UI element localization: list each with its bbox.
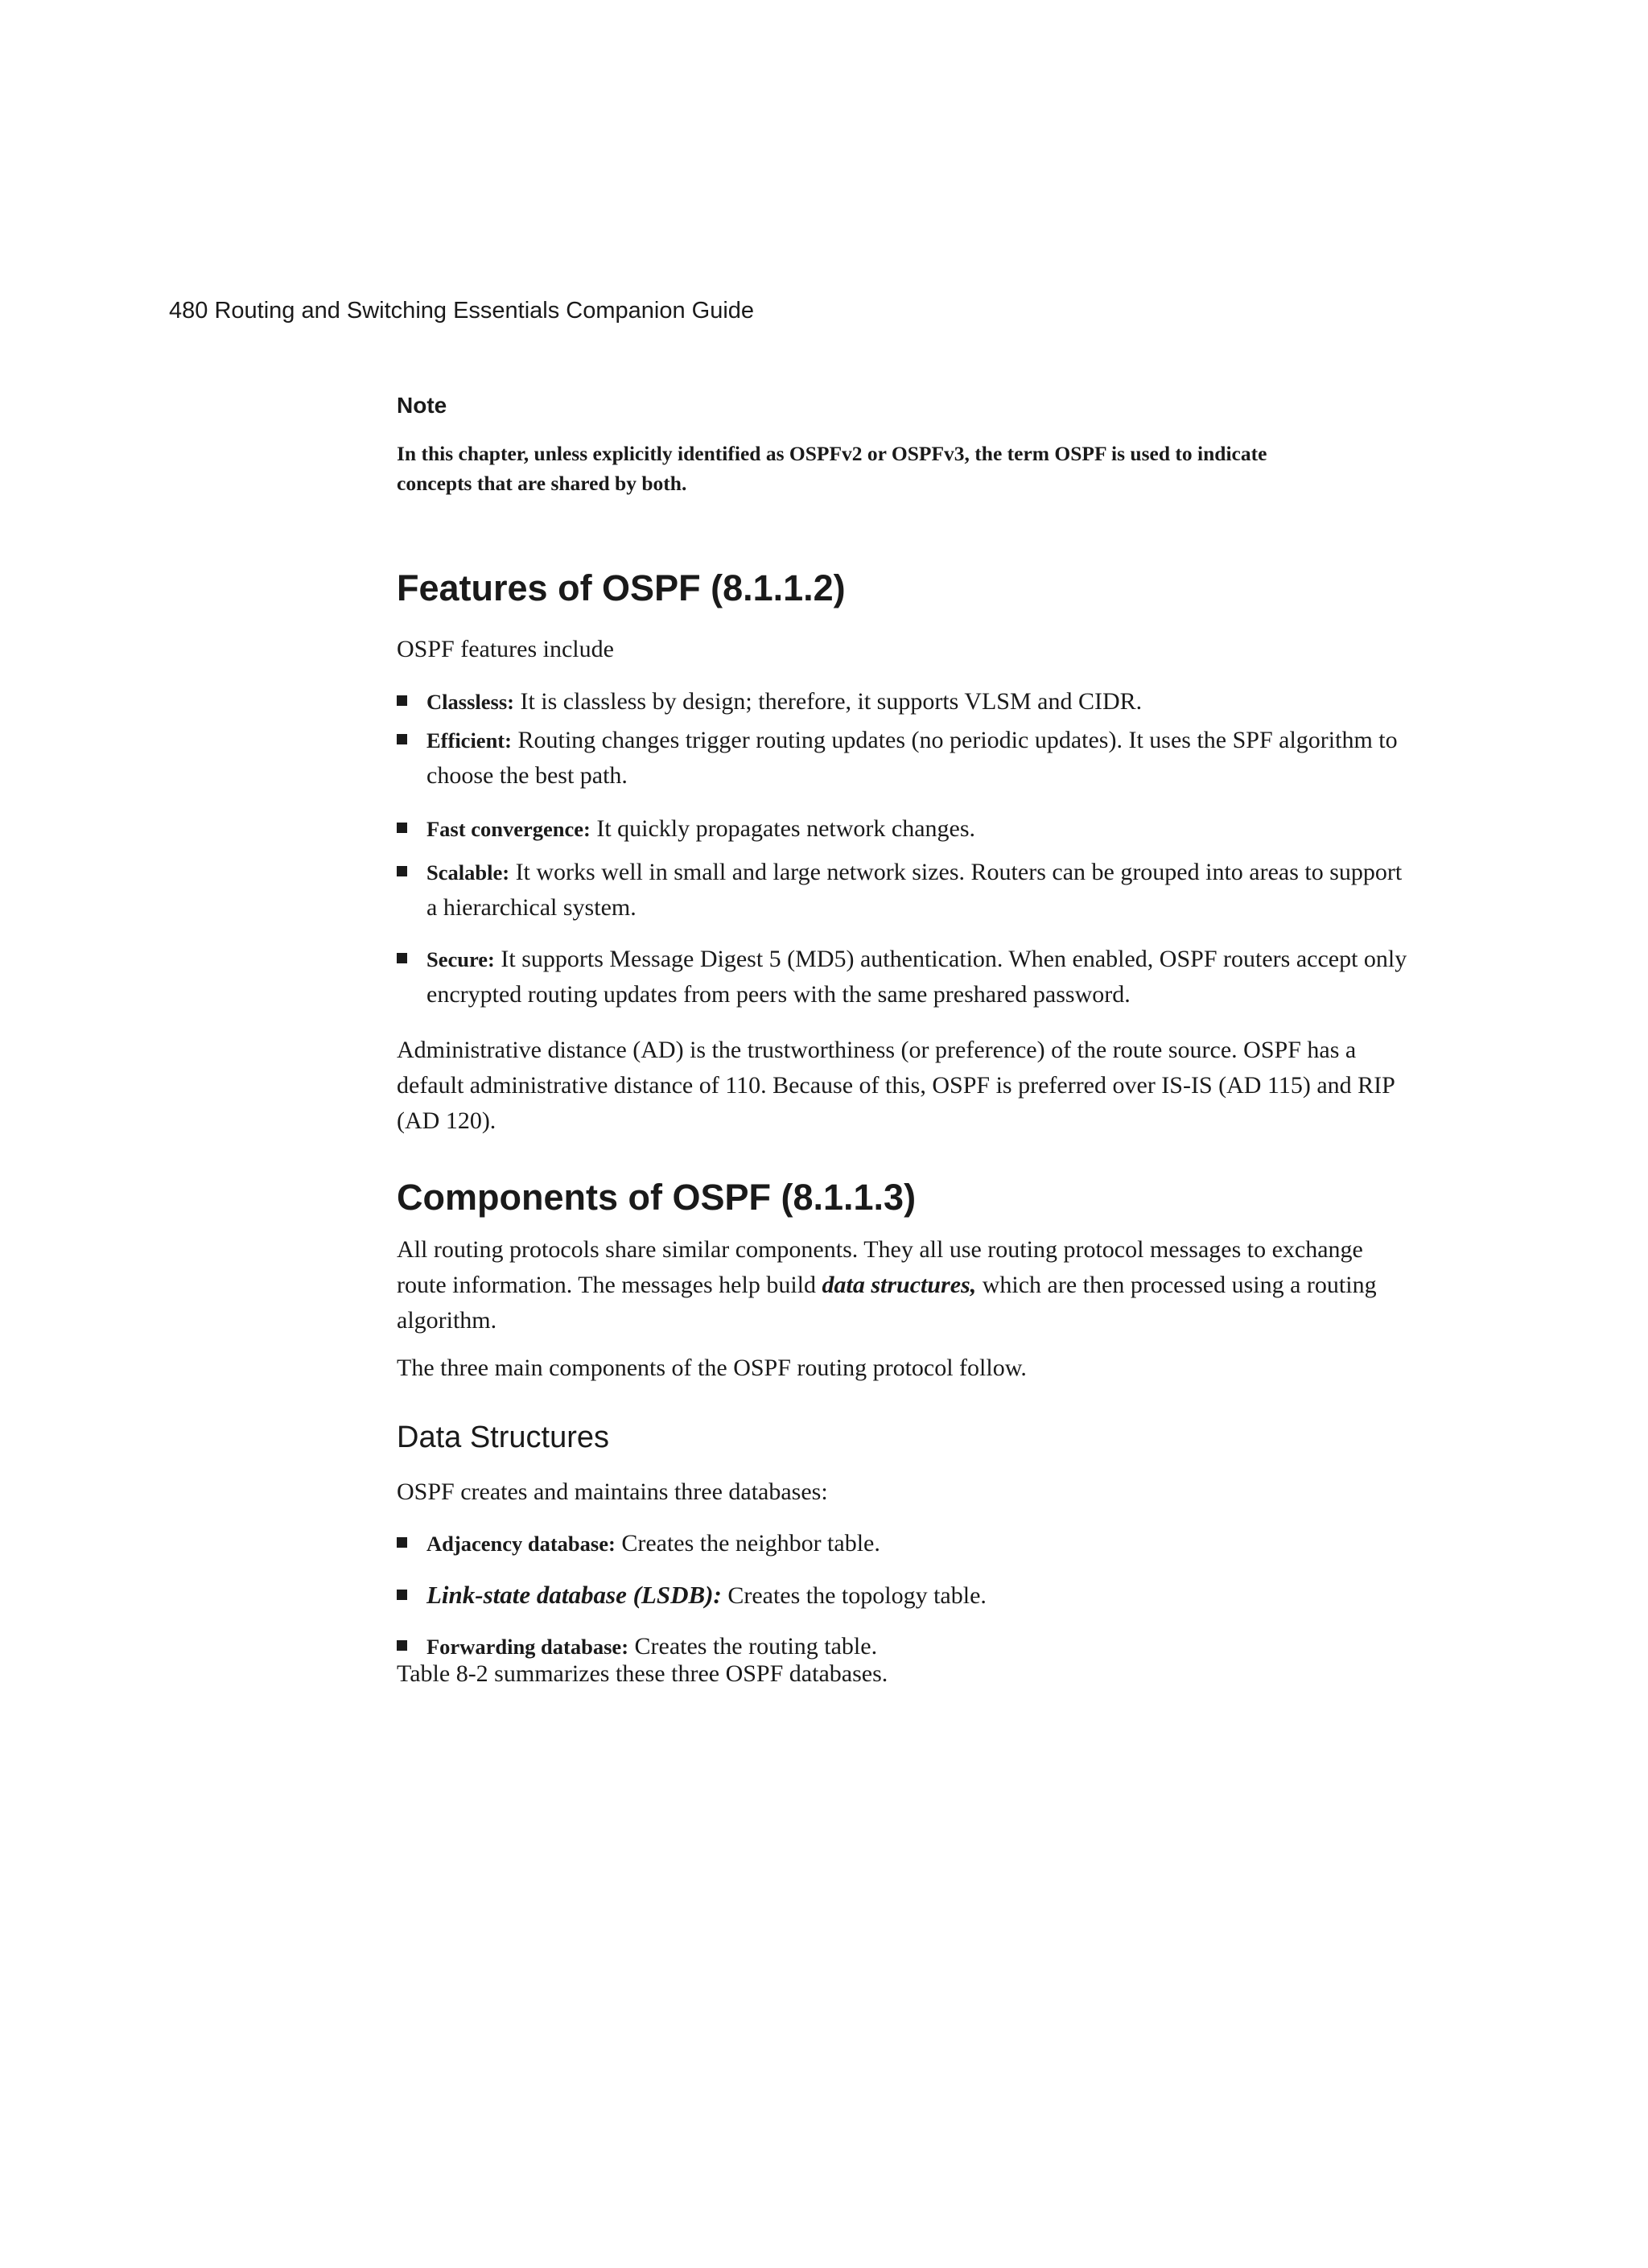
note-title: Note <box>397 393 447 418</box>
bullet-text: It is classless by design; therefore, it supports VLSM and CIDR. <box>513 688 1143 715</box>
bullet-term: Secure: <box>426 947 495 971</box>
bullet-square-icon <box>397 866 407 876</box>
bullet-square-icon <box>397 734 407 744</box>
feature-bullet-classless <box>397 684 1416 720</box>
feature-bullet-secure <box>397 942 1416 1012</box>
bullet-square-icon <box>397 1640 407 1651</box>
db-bullet-adjacency <box>397 1526 1416 1561</box>
components-text-end: which are then processed using a routing algorithm. <box>397 1272 1377 1334</box>
components-paragraph <box>397 1232 1403 1338</box>
components-text-start: All routing protocols share similar components. They all use routing protocol messages to exchange route information. The messages help build <box>397 1236 1363 1298</box>
ad-paragraph: Administrative distance (AD) is the trustworthiness (or preference) of the route source. OSPF has a default administrative distance of 110. Because of this, OSPF is preferred over IS-IS (AD 115) and RIP (AD 120). <box>397 1037 1395 1134</box>
components-heading: Components of OSPF (8.1.1.3) <box>397 1177 917 1218</box>
bullet-square-icon <box>397 1590 407 1600</box>
bullet-text: It quickly propagates network changes. <box>590 815 976 842</box>
bullet-text: It supports Message Digest 5 (MD5) authentication. When enabled, OSPF routers accept only encrypted routing updates from peers with the same preshared password. <box>426 946 1407 1008</box>
bullet-term: Fast convergence: <box>426 817 591 841</box>
bullet-term: Forwarding database: <box>426 1635 629 1659</box>
table-summary-line: Table 8-2 summarizes these three OSPF databases. <box>397 1660 888 1687</box>
features-intro: OSPF features include <box>397 636 614 662</box>
running-header: 480 Routing and Switching Essentials Companion Guide <box>169 298 755 324</box>
bullet-square-icon <box>397 1537 407 1548</box>
bullet-term: Adjacency database: <box>426 1532 616 1556</box>
bullet-text: Routing changes trigger routing updates (no periodic updates). It uses the SPF algorithm to choose the best path. <box>426 727 1398 789</box>
bullet-square-icon <box>397 953 407 963</box>
db-bullet-lsdb <box>397 1577 1416 1614</box>
bullet-term: Scalable: <box>426 860 510 885</box>
note-line-1: In this chapter, unless explicitly identified as OSPFv2 or OSPFv3, the term OSPF is used to indicate <box>397 442 1267 465</box>
bullet-text: Creates the routing table. <box>628 1633 878 1660</box>
bullet-square-icon <box>397 823 407 833</box>
feature-bullet-scalable <box>397 855 1416 926</box>
bullet-text: Creates the neighbor table. <box>615 1530 880 1557</box>
components-summary: The three main components of the OSPF routing protocol follow. <box>397 1355 1027 1381</box>
bullet-text: It works well in small and large network sizes. Routers can be grouped into areas to support a hierarchical system. <box>426 859 1403 921</box>
note-line-2: concepts that are shared by both. <box>397 472 687 495</box>
feature-bullet-fast-convergence <box>397 811 1416 847</box>
note-body <box>397 439 1378 498</box>
data-structures-intro: OSPF creates and maintains three databases: <box>397 1478 828 1505</box>
bullet-square-icon <box>397 695 407 706</box>
data-structures-heading: Data Structures <box>397 1421 609 1454</box>
bullet-text: Creates the topology table. <box>721 1582 987 1609</box>
bullet-term: Classless: <box>426 690 514 714</box>
feature-bullet-efficient <box>397 723 1416 794</box>
bullet-term: Efficient: <box>426 728 512 753</box>
data-structures-emphasis: data structures, <box>822 1272 977 1298</box>
features-heading: Features of OSPF (8.1.1.2) <box>397 567 846 608</box>
bullet-term: Link-state database (LSDB): <box>426 1581 722 1609</box>
